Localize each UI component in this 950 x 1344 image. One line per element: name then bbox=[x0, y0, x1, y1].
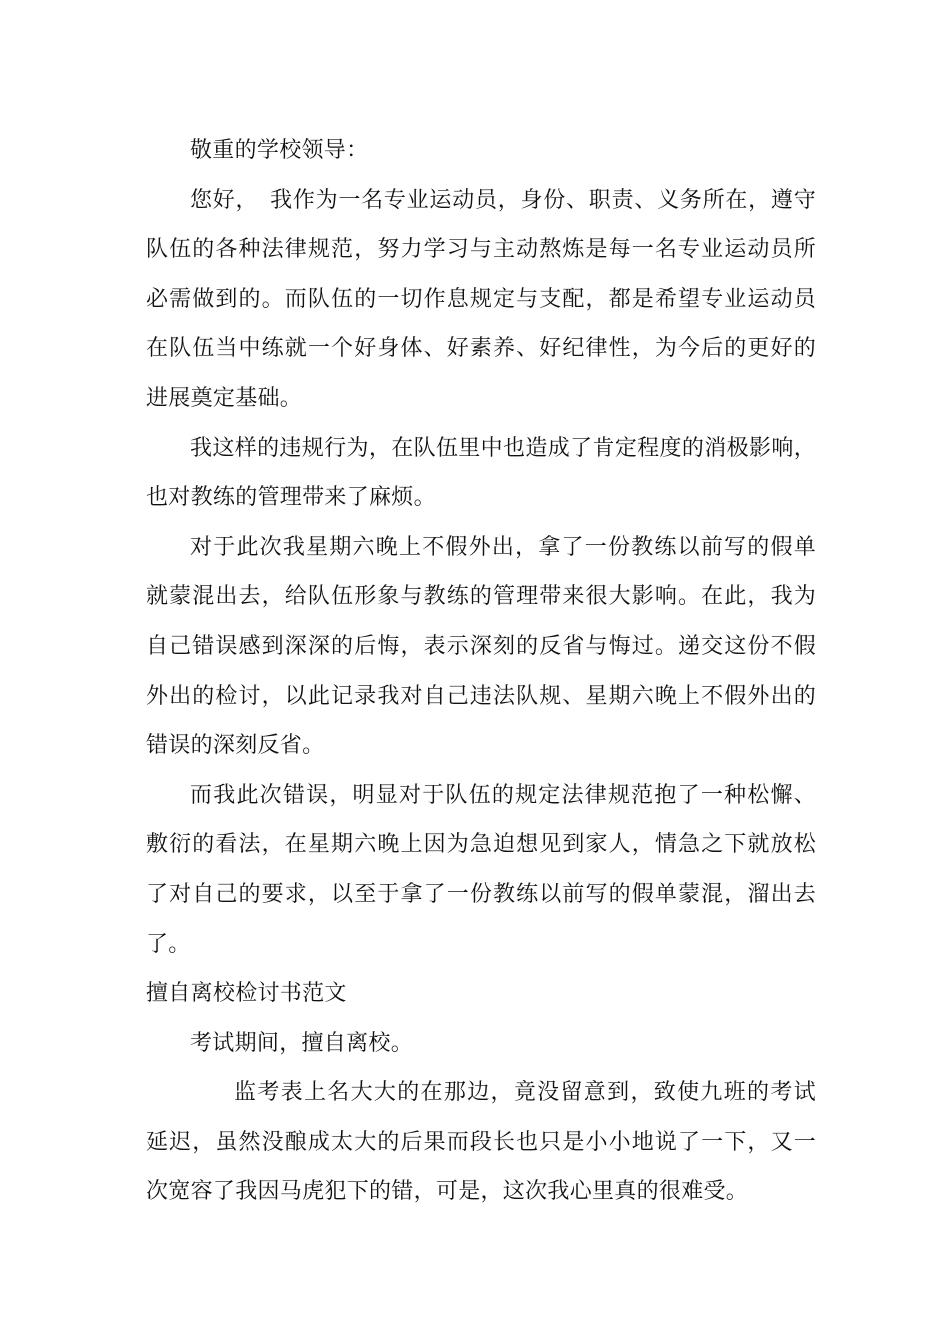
paragraph-line: 也对教练的管理带来了麻烦。 bbox=[146, 485, 436, 511]
paragraph-line: 进展奠定基础。 bbox=[146, 385, 303, 411]
paragraph-line: 了对自己的要求，以至于拿了一份教练以前写的假单蒙混，溜出去 bbox=[146, 881, 816, 907]
paragraph-line: 外出的检讨，以此记录我对自己违法队规、星期六晚上不假外出的 bbox=[146, 683, 816, 709]
paragraph-line: 延迟，虽然没酿成太大的后果而段长也只是小小地说了一下，又一 bbox=[146, 1129, 816, 1155]
salutation: 敬重的学校领导： bbox=[190, 138, 369, 163]
section-heading: 擅自离校检讨书范文 bbox=[146, 981, 347, 1007]
paragraph-line: 对于此次我星期六晚上不假外出，拿了一份教练以前写的假单 bbox=[190, 534, 816, 560]
paragraph-line: 队伍的各种法律规范，努力学习与主动熬炼是每一名专业运动员所 bbox=[146, 237, 816, 263]
paragraph-line: 了。 bbox=[146, 931, 191, 957]
paragraph-line: 次宽容了我因马虎犯下的错，可是，这次我心里真的很难受。 bbox=[146, 1179, 749, 1205]
paragraph-line: 错误的深刻反省。 bbox=[146, 733, 325, 759]
paragraph-line: 自己错误感到深深的后悔，表示深刻的反省与悔过。递交这份不假 bbox=[146, 633, 816, 659]
paragraph-line: 您好， 我作为一名专业运动员，身份、职责、义务所在，遵守 bbox=[190, 187, 816, 213]
document-body bbox=[146, 126, 816, 1217]
paragraph-line: 必需做到的。而队伍的一切作息规定与支配，都是希望专业运动员 bbox=[146, 286, 816, 312]
paragraph-line: 而我此次错误，明显对于队伍的规定法律规范抱了一种松懈、 bbox=[190, 782, 816, 808]
paragraph-line: 考试期间，擅自离校。 bbox=[190, 1030, 414, 1056]
paragraph-line: 就蒙混出去，给队伍形象与教练的管理带来很大影响。在此，我为 bbox=[146, 584, 816, 610]
paragraph-line: 监考表上名大大的在那边，竟没留意到，致使九班的考试 bbox=[234, 1080, 816, 1106]
paragraph-line: 在队伍当中练就一个好身体、好素养、好纪律性，为今后的更好的 bbox=[146, 336, 816, 362]
paragraph-line: 我这样的违规行为，在队伍里中也造成了肯定程度的消极影响， bbox=[190, 435, 816, 461]
paragraph-line: 敷衍的看法，在星期六晚上因为急迫想见到家人，情急之下就放松 bbox=[146, 832, 816, 858]
